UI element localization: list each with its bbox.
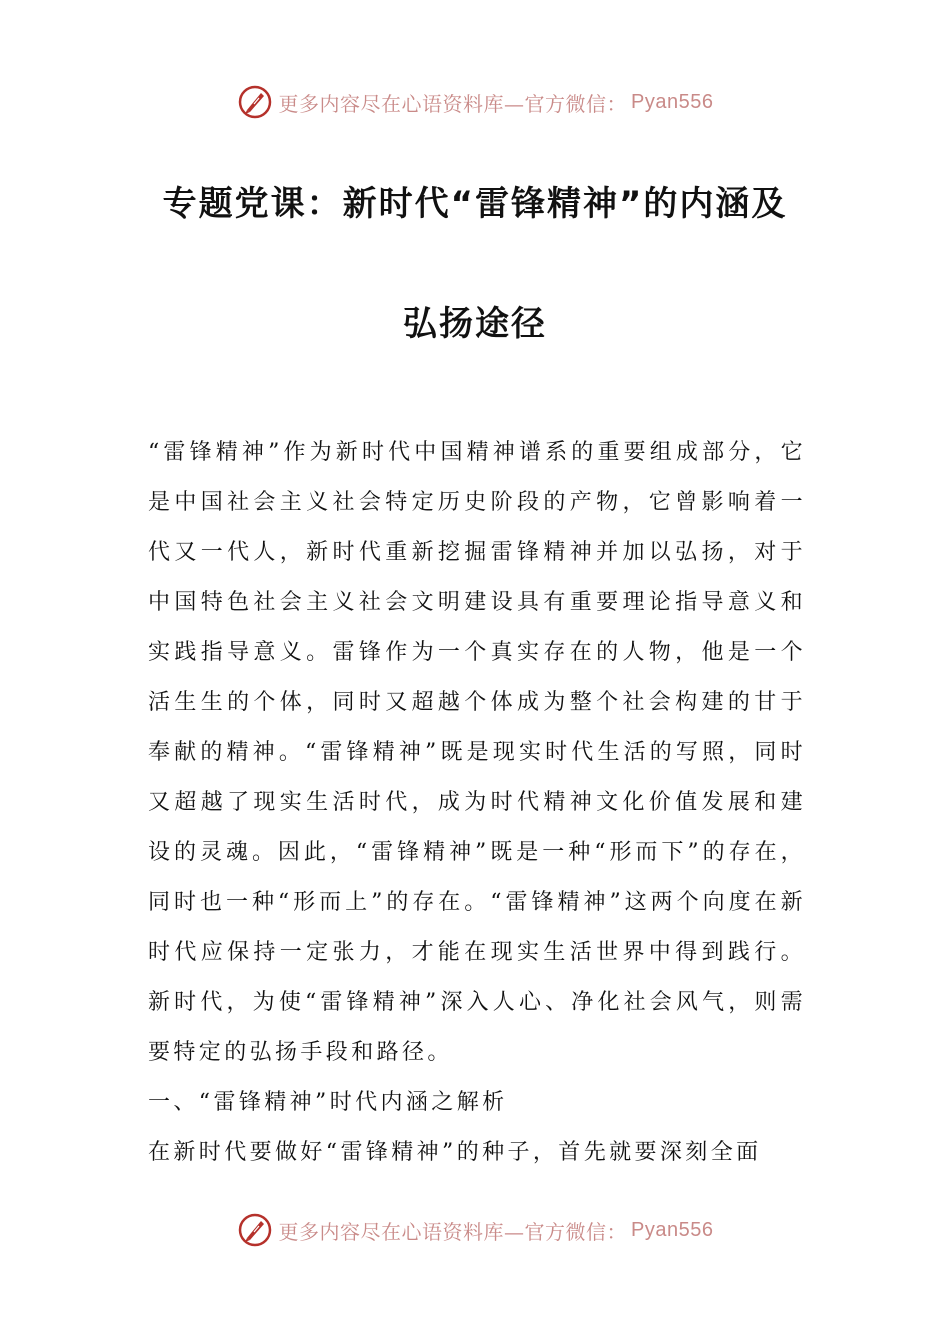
quill-pen-logo-icon (237, 84, 273, 120)
body-paragraph-1: “雷锋精神”作为新时代中国精神谱系的重要组成部分，它是中国社会主义社会特定历史阶段的产物，它曾影响着一代又一代人，新时代重新挖掘雷锋精神并加以弘扬，对于中国特色社会主义社会文明建设具有重要理论指导意义和实践指导意义。雷锋作为一个真实存在的人物，他是一个活生生的个体，同时又超越个体成为整个社会构建的甘于奉献的精神。“雷锋精神”既是现实时代生活的写照，同时又超越了现实生活时代，成为时代精神文化价值发展和建设的灵魂。因此，“雷锋精神”既是一种“形而下”的存在，同时也一种“形而上”的存在。“雷锋精神”这两个向度在新时代应保持一定张力，才能在现实生活世界中得到践行。新时代，为使“雷锋精神”深入人心、净化社会风气，则需要特定的弘扬手段和路径。 (148, 440, 806, 1065)
watermark-footer (0, 1210, 950, 1250)
watermark-text: 更多内容尽在心语资料库—官方微信： (278, 1219, 628, 1244)
watermark-text: 更多内容尽在心语资料库—官方微信： (278, 91, 628, 116)
document-title-line-2: 弘扬途径 (403, 304, 547, 344)
watermark-header (0, 82, 950, 122)
document-title-line-1: 专题党课：新时代“雷锋精神”的内涵及 (162, 184, 788, 224)
watermark-wechat-handle: Pyan556 (631, 1218, 714, 1241)
watermark-wechat-handle: Pyan556 (631, 90, 714, 113)
section-heading: 一、“雷锋精神”时代内涵之解析 (148, 1090, 508, 1115)
document-body (148, 428, 806, 1178)
quill-pen-logo-icon (237, 1212, 273, 1248)
body-paragraph-2: 在新时代要做好“雷锋精神”的种子，首先就要深刻全面 (148, 1140, 762, 1165)
